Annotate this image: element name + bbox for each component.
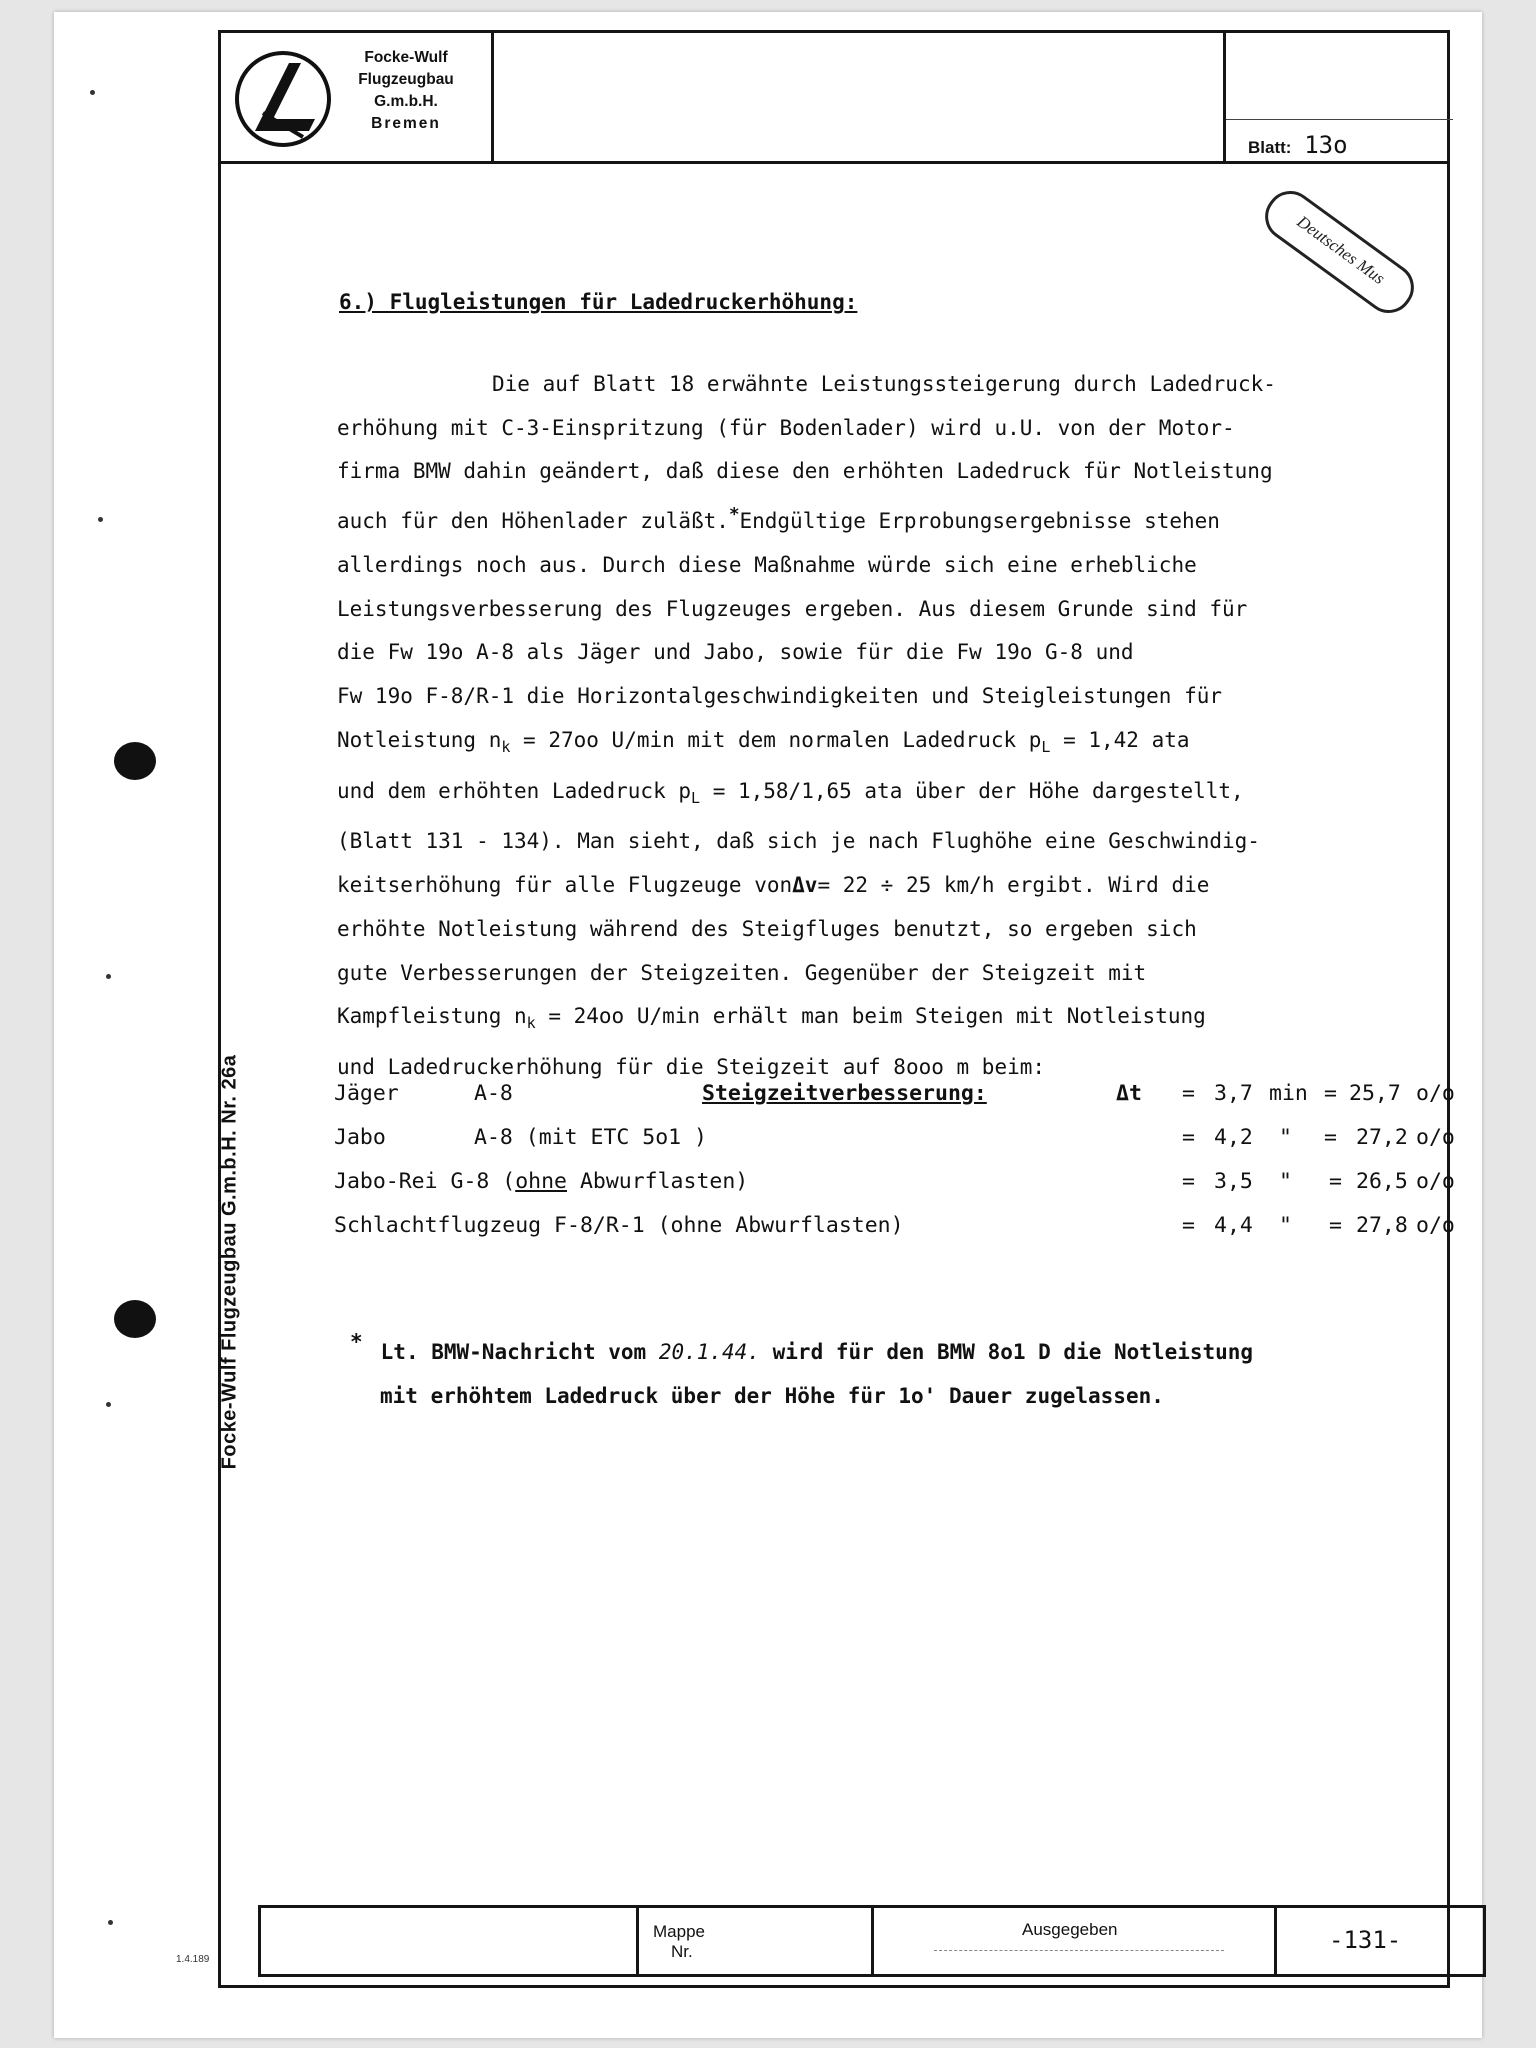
section-heading: 6.) Flugleistungen für Ladedruckerhöhung: [339, 290, 858, 314]
table-cell: Jäger [334, 1081, 399, 1106]
percent-sign: o/o [1416, 1081, 1455, 1106]
footnote-fragment: Lt. BMW-Nachricht vom [380, 1340, 647, 1364]
footnote-marker: * [350, 1330, 363, 1354]
percent-sign: o/o [1416, 1213, 1455, 1238]
company-line: G.m.b.H. [374, 93, 438, 110]
body-line [337, 995, 1477, 1046]
body-line: (Blatt 131 - 134). Man sieht, daß sich je nach Flughöhe eine Geschwindig- [337, 829, 1260, 854]
subscript: L [1041, 737, 1051, 756]
footer-cell [261, 1908, 639, 1974]
table-fragment: Jabo-Rei G-8 ( [334, 1169, 516, 1194]
table-cell: = [1324, 1081, 1337, 1106]
body-line: erhöhung mit C-3-Einspritzung (für Bodenlader) wird u.U. von der Motor- [337, 415, 1235, 440]
footnote-line [350, 1330, 1253, 1374]
form-footer [258, 1905, 1486, 1977]
sheet-label: Blatt: [1248, 138, 1292, 157]
page-number: -131- [1329, 1926, 1402, 1954]
body-fragment: keitserhöhung für alle Flugzeuge von [337, 873, 793, 898]
table-cell: 27,2 [1356, 1125, 1408, 1150]
table-cell: 4,2 [1214, 1125, 1253, 1150]
body-text [337, 363, 1477, 1090]
form-header [221, 33, 1447, 164]
delta-t: Δt [1116, 1081, 1142, 1106]
subscript: L [691, 788, 701, 807]
footnote-marker: * [728, 505, 740, 526]
company-line: Flugzeugbau [358, 71, 454, 88]
sheet-number-cell [1223, 33, 1453, 161]
table-cell: A-8 [474, 1081, 513, 1106]
mappe-text: Mappe [653, 1922, 705, 1941]
table-cell: 3,7 [1214, 1081, 1253, 1106]
table-cell: = [1182, 1125, 1195, 1150]
table-cell [334, 1160, 748, 1204]
table-cell: " [1279, 1125, 1292, 1150]
mappe-label [653, 1922, 705, 1962]
body-fragment: und dem erhöhten Ladedruck p [337, 778, 692, 803]
ausgegeben-label: Ausgegeben [1022, 1920, 1118, 1939]
body-line: die Fw 19o A-8 als Jäger und Jabo, sowie für die Fw 19o G-8 und [337, 640, 1134, 665]
table-header: Steigzeitverbesserung: [702, 1081, 987, 1106]
speck [108, 1920, 113, 1925]
body-line: allerdings noch aus. Durch diese Maßnahme würde sich eine erhebliche [337, 552, 1197, 577]
table-cell: 3,5 [1214, 1169, 1253, 1194]
footnote-date: 20.1.44. [658, 1340, 760, 1364]
table-cell: = [1324, 1125, 1337, 1150]
logo-cell [221, 33, 494, 161]
body-line [337, 770, 1477, 821]
body-fragment: = 24oo U/min erhält man beim Steigen mit Notleistung [535, 1004, 1206, 1029]
focke-wulf-logo-icon [233, 49, 333, 149]
body-line: erhöhte Notleistung während des Steigfluges benutzt, so ergeben sich [337, 916, 1197, 941]
footnote-fragment: wird für den BMW 8o1 D die Notleistung [772, 1340, 1254, 1364]
company-line: Bremen [371, 115, 441, 132]
table-fragment: Abwurflasten) [567, 1169, 749, 1194]
punch-hole [114, 1300, 156, 1338]
body-fragment: = 27oo U/min mit dem normalen Ladedruck p [510, 727, 1042, 752]
footer-cell [874, 1908, 1277, 1974]
nr-text: Nr. [671, 1942, 693, 1961]
punch-hole [114, 742, 156, 780]
table-cell: = [1329, 1213, 1342, 1238]
company-line: Focke-Wulf [364, 49, 448, 66]
document-sheet [54, 12, 1482, 2038]
sheet-value: 13o [1304, 131, 1348, 159]
body-fragment: = 22 ÷ 25 km/h ergibt. Wird die [817, 873, 1210, 898]
body-fragment: = 1,42 ata [1050, 727, 1190, 752]
body-fragment: = 1,58/1,65 ata über der Höhe dargestellt, [700, 778, 1244, 803]
body-fragment: auch für den Höhenlader zuläßt. [337, 509, 729, 534]
percent-sign: o/o [1416, 1169, 1455, 1194]
body-line [337, 719, 1477, 770]
footnote-line: mit erhöhtem Ladedruck über der Höhe für 1o' Dauer zugelassen. [380, 1384, 1164, 1408]
table-cell: = [1182, 1081, 1195, 1106]
table-cell: A-8 (mit ETC 5o1 ) [474, 1125, 707, 1150]
table-cell: 27,8 [1356, 1213, 1408, 1238]
footer-cell [1277, 1908, 1483, 1974]
body-line: und Ladedruckerhöhung für die Steigzeit auf 8ooo m beim: [337, 1055, 1046, 1080]
speck [106, 974, 111, 979]
table-cell: Jabo [334, 1125, 386, 1150]
body-line: Fw 19o F-8/R-1 die Horizontalgeschwindigkeiten und Steigleistungen für [337, 683, 1223, 708]
subscript: k [501, 737, 511, 756]
table-cell: Schlachtflugzeug F-8/R-1 (ohne Abwurflasten) [334, 1213, 904, 1238]
speck [98, 517, 103, 522]
body-line: Leistungsverbesserung des Flugzeuges ergeben. Aus diesem Grunde sind für [337, 596, 1248, 621]
table-fragment: ohne [515, 1169, 567, 1194]
body-line: gute Verbesserungen der Steigzeiten. Gegenüber der Steigzeit mit [337, 960, 1147, 985]
body-fragment: Notleistung n [337, 727, 502, 752]
table-cell: 25,7 [1349, 1081, 1401, 1106]
table-cell: " [1279, 1169, 1292, 1194]
sheet-number [1248, 131, 1348, 159]
date-ticks [934, 1950, 1224, 1951]
speck [90, 90, 95, 95]
table-cell: = [1329, 1169, 1342, 1194]
body-line [337, 494, 1477, 544]
body-fragment: Endgültige Erprobungsergebnisse stehen [739, 509, 1220, 534]
table-cell: 26,5 [1356, 1169, 1408, 1194]
company-name [331, 47, 481, 135]
table-cell: 4,4 [1214, 1213, 1253, 1238]
table-cell: = [1182, 1213, 1195, 1238]
corner-mark: 1.4.189 [176, 1954, 210, 1965]
body-fragment: Kampfleistung n [337, 1004, 527, 1029]
table-cell: " [1279, 1213, 1292, 1238]
table-cell: min [1269, 1081, 1308, 1106]
subscript: k [526, 1014, 536, 1033]
divider [1226, 119, 1453, 120]
side-label: Focke-Wulf Flugzeugbau G.m.b.H. Nr. 26a [218, 1054, 241, 1470]
delta-v: Δv [792, 873, 818, 898]
footer-cell [639, 1908, 874, 1974]
museum-stamp: Deutsches Mus [1256, 182, 1424, 323]
speck [106, 1402, 111, 1407]
table-cell: = [1182, 1169, 1195, 1194]
body-line: firma BMW dahin geändert, daß diese den erhöhten Ladedruck für Notleistung [337, 459, 1273, 484]
footnote [350, 1330, 1253, 1418]
body-line [337, 864, 1477, 908]
body-line: Die auf Blatt 18 erwähnte Leistungssteigerung durch Ladedruck- [492, 372, 1276, 396]
percent-sign: o/o [1416, 1125, 1455, 1150]
